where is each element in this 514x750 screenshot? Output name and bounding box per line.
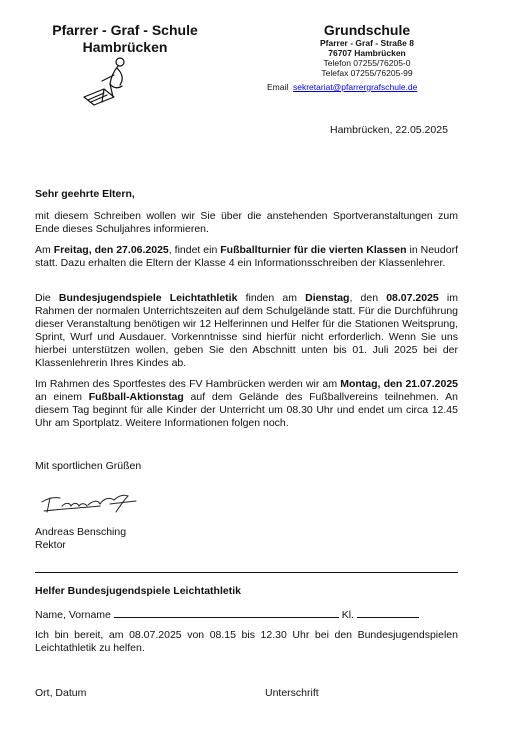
school-address-block — [262, 22, 472, 78]
class-label: Kl. — [338, 609, 357, 621]
school-name-line2: Hambrücken — [82, 39, 168, 55]
separator-line — [35, 572, 458, 573]
paragraph-football-action-day: Im Rahmen des Sportfestes des FV Hambrücken werden wir am Montag, den 21.07.2025 an einem Fußball-Aktionstag auf dem Gelände des Fußballvereins teilnehmen. An diesem Tag beginnt für alle Kinder der Unterricht um 08.30 Uhr und endet um circa 12.45 Uhr am Sportplatz. Weitere Informationen folgen noch. — [35, 378, 459, 429]
paragraph-bundesjugendspiele: Die Bundesjugendspiele Leichtathletik finden am Dienstag, den 08.07.2025 im Rahmen der normalen Unterrichtszeiten auf dem Schulgelände statt. Für die Durchführung dieser Veranstaltung benötigen wir 12 Helferinnen und Helfer für die Stationen Weitsprung, Sprint, Wurf und Ausdauer. Vorkenntnisse sind hierfür nicht erforderlich. Wenn Sie uns hierbei unterstützen wollen, geben Sie den Abschnitt unten bis 01. Juli 2025 bei der Klassenlehrerin Ihres Kindes ab. — [35, 292, 458, 369]
name-input-line[interactable] — [114, 607, 339, 618]
email-link[interactable]: sekretariat@pfarrergrafschule.de — [293, 82, 418, 92]
name-class-row — [35, 607, 458, 622]
signer-name: Andreas Bensching — [35, 526, 127, 538]
salutation: Sehr geehrte Eltern, — [35, 188, 135, 200]
email-label: Email — [267, 82, 289, 92]
name-label: Name, Vorname — [35, 609, 114, 621]
paragraph-football-tournament: Am Freitag, den 27.06.2025, findet ein Fußballturnier für die vierten Klassen in Neudorf statt. Dazu erhalten die Eltern der Klasse 4 ein Informationsschreiben der Klassenlehrer. — [35, 244, 458, 269]
phone: Telefon 07255/76205-0 — [323, 58, 411, 68]
signature-label: Unterschrift — [265, 687, 319, 699]
street: Pfarrer - Graf - Straße 8 — [319, 38, 414, 48]
signer-title: Rektor — [35, 539, 66, 551]
form-title: Helfer Bundesjugendspiele Leichtathletik — [35, 585, 241, 597]
intro-paragraph: mit diesem Schreiben wollen wir Sie über die anstehenden Sportveranstaltungen zum Ende dieses Schuljahres informieren. — [35, 210, 458, 235]
school-logo-reading-figure-icon — [80, 53, 132, 107]
place-date-label: Ort, Datum — [35, 687, 87, 699]
letter-date: Hambrücken, 22.05.2025 — [330, 124, 448, 136]
handwritten-signature — [40, 492, 155, 516]
fax: Telefax 07255/76205-99 — [321, 68, 413, 78]
school-name-line1: Pfarrer - Graf - Schule — [52, 22, 198, 38]
class-input-line[interactable] — [357, 607, 419, 618]
city: 76707 Hambrücken — [328, 48, 406, 58]
school-name — [40, 22, 210, 56]
school-type: Grundschule — [323, 22, 411, 38]
consent-text: Ich bin bereit, am 08.07.2025 von 08.15 bis 12.30 Uhr bei den Bundesjugendspielen Leichtathletik zu helfen. — [35, 629, 458, 654]
email-row — [267, 82, 417, 92]
closing: Mit sportlichen Grüßen — [35, 460, 142, 472]
